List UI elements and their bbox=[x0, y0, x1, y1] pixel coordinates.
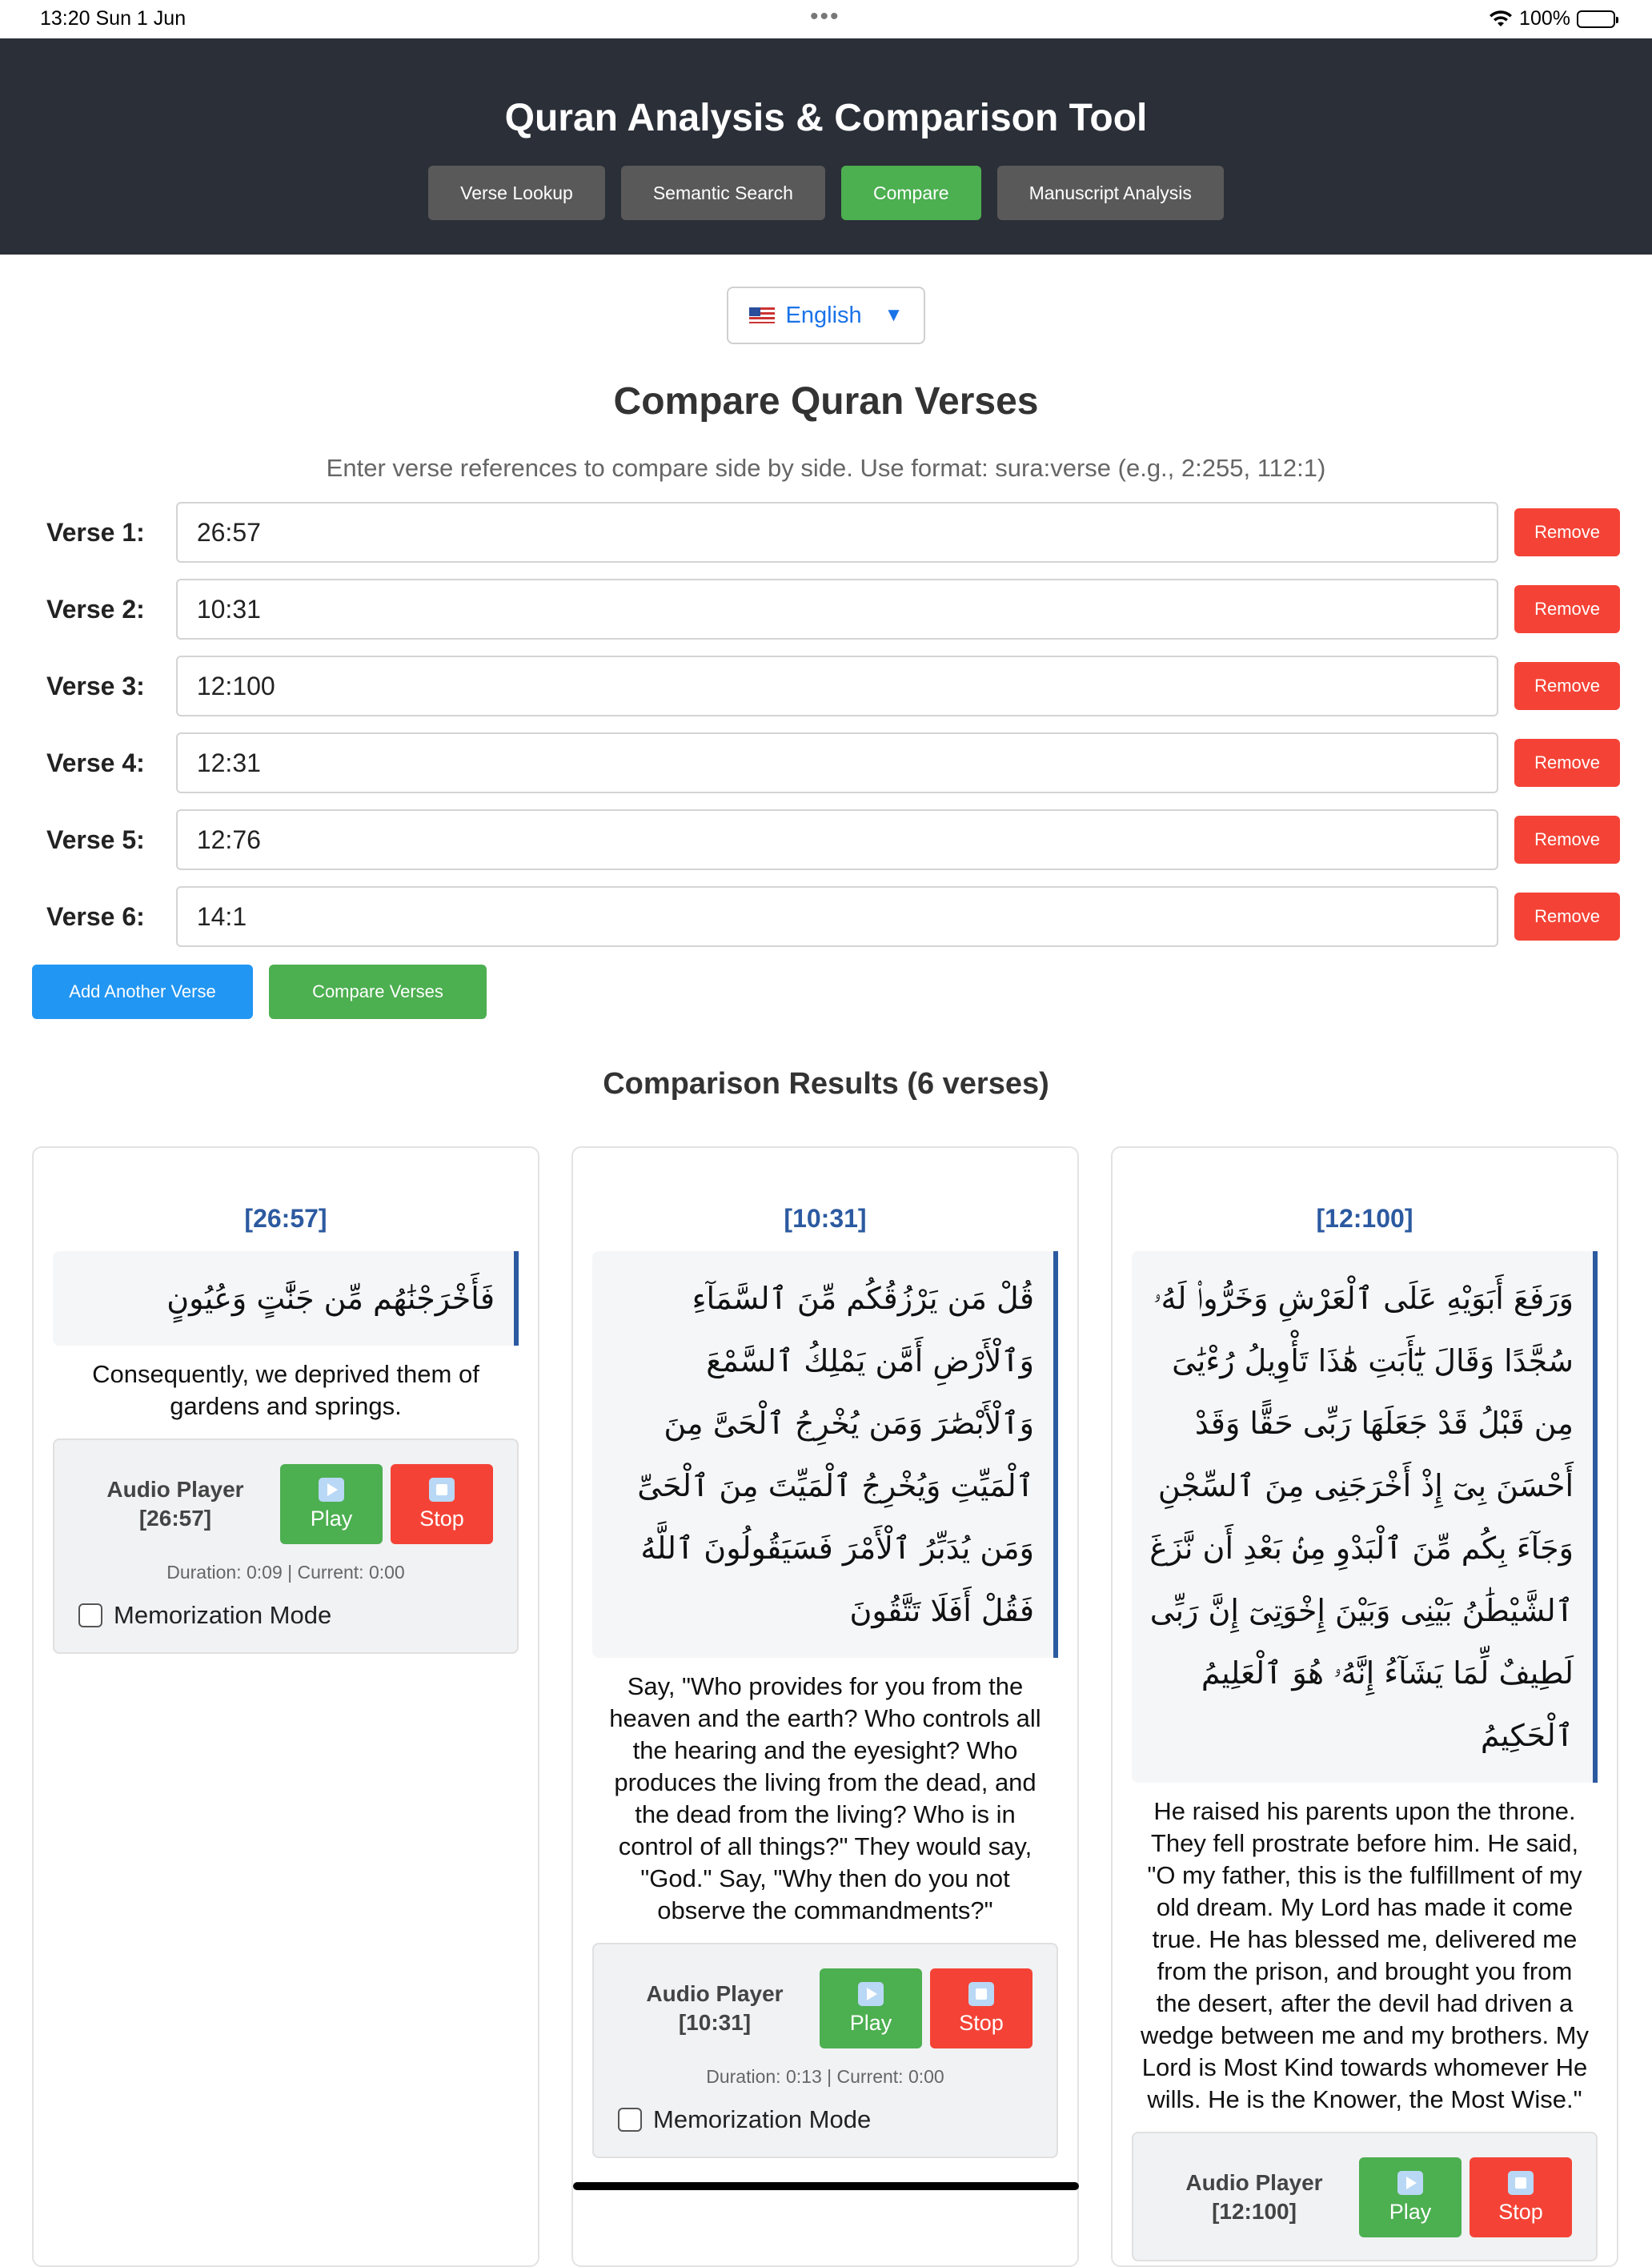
form-actions bbox=[32, 965, 1620, 1019]
verse-row bbox=[32, 724, 1620, 801]
stop-button[interactable] bbox=[930, 1968, 1032, 2048]
play-button[interactable] bbox=[1359, 2157, 1462, 2237]
verse-row bbox=[32, 571, 1620, 648]
audio-player bbox=[592, 1943, 1058, 2158]
verse-input-list bbox=[0, 494, 1652, 955]
play-button[interactable] bbox=[820, 1968, 922, 2048]
language-label: English bbox=[785, 302, 862, 328]
remove-verse-button[interactable]: Remove bbox=[1514, 739, 1620, 787]
add-verse-button[interactable]: Add Another Verse bbox=[32, 965, 253, 1019]
verse-reference: [10:31] bbox=[784, 1204, 867, 1233]
stop-icon bbox=[429, 1478, 455, 1502]
verse-label: Verse 4: bbox=[46, 748, 145, 777]
arabic-text: فَأَخْرَجْنَٰهُم مِّن جَنَّٰتٍ وَعُيُونٍ bbox=[53, 1251, 519, 1346]
verse-input[interactable]: 12:31 bbox=[176, 732, 1498, 793]
nav-semantic-search[interactable]: Semantic Search bbox=[621, 166, 825, 220]
home-indicator[interactable] bbox=[573, 2182, 1079, 2190]
audio-duration: Duration: 0:13 | Current: 0:00 bbox=[706, 2066, 944, 2087]
stop-label: Stop bbox=[419, 1506, 464, 1531]
wifi-icon bbox=[1489, 10, 1513, 28]
remove-verse-button[interactable]: Remove bbox=[1514, 508, 1620, 556]
stop-label: Stop bbox=[1498, 2199, 1543, 2224]
verse-input[interactable]: 14:1 bbox=[176, 886, 1498, 947]
verse-row bbox=[32, 648, 1620, 724]
status-time: 13:20 Sun 1 Jun bbox=[40, 7, 186, 30]
verse-label: Verse 5: bbox=[46, 825, 145, 854]
play-button[interactable] bbox=[280, 1464, 383, 1544]
translation-text: He raised his parents upon the throne. They fell prostrate before him. He said, "O my father, this is the fulfillment of my old dream. My Lord has made it come true. He has blessed me, delivered me from the prison, and brought you from the desert, after the devil had driven a wedge between me and my brothers. My Lord is Most Kind towards whomever He wills. He is the Knower, the Most Wise." bbox=[1141, 1797, 1589, 2113]
remove-verse-button[interactable]: Remove bbox=[1514, 662, 1620, 710]
play-label: Play bbox=[310, 1506, 353, 1531]
verse-card bbox=[32, 1146, 539, 2267]
memorization-label: Memorization Mode bbox=[653, 2105, 872, 2133]
play-icon bbox=[319, 1478, 344, 1502]
arabic-text: قُلْ مَن يَرْزُقُكُم مِّنَ ٱلسَّمَآءِ وَٱلْأَرْضِ أَمَّن يَمْلِكُ ٱلسَّمْعَ وَٱلْأَبْصَٰرَ وَمَن يُخْرِجُ ٱلْحَىَّ مِنَ ٱلْمَيِّتِ وَيُخْرِجُ ٱلْمَيِّتَ مِنَ ٱلْحَىِّ وَمَن يُدَبِّرُ ٱلْأَمْرَ فَسَيَقُولُونَ ٱللَّهُ فَقُلْ أَفَلَا تَتَّقُونَ bbox=[592, 1251, 1058, 1658]
verse-row bbox=[32, 878, 1620, 955]
stop-button[interactable] bbox=[1470, 2157, 1572, 2237]
multitasking-dots-icon[interactable]: ••• bbox=[810, 3, 840, 30]
verse-label: Verse 2: bbox=[46, 594, 145, 624]
page-title: Compare Quran Verses bbox=[613, 380, 1039, 423]
play-icon bbox=[858, 1982, 884, 2006]
verse-reference: [26:57] bbox=[244, 1204, 327, 1233]
battery-icon bbox=[1577, 10, 1615, 28]
audio-player bbox=[1132, 2132, 1598, 2261]
results-title: Comparison Results (6 verses) bbox=[603, 1067, 1049, 1101]
translation-text: Consequently, we deprived them of gardens and springs. bbox=[92, 1360, 479, 1420]
play-icon bbox=[1397, 2171, 1423, 2195]
verse-row bbox=[32, 494, 1620, 571]
verse-reference: [12:100] bbox=[1316, 1204, 1413, 1233]
remove-verse-button[interactable]: Remove bbox=[1514, 893, 1620, 941]
page-subtitle: Enter verse references to compare side by side. Use format: sura:verse (e.g., 2:255, 112:1) bbox=[326, 454, 1326, 482]
app-header bbox=[0, 38, 1652, 255]
audio-duration: Duration: 0:09 | Current: 0:00 bbox=[166, 1562, 405, 1583]
verse-label: Verse 3: bbox=[46, 671, 145, 700]
memorization-label: Memorization Mode bbox=[114, 1601, 332, 1629]
verse-row bbox=[32, 801, 1620, 878]
verse-card bbox=[571, 1146, 1079, 2267]
play-label: Play bbox=[1389, 2199, 1432, 2224]
main-nav bbox=[0, 166, 1652, 220]
memorization-checkbox[interactable] bbox=[78, 1603, 102, 1627]
verse-label: Verse 1: bbox=[46, 517, 145, 547]
verse-input[interactable]: 26:57 bbox=[176, 502, 1498, 563]
app-title: Quran Analysis & Comparison Tool bbox=[504, 97, 1148, 139]
remove-verse-button[interactable]: Remove bbox=[1514, 585, 1620, 633]
memorization-toggle[interactable] bbox=[618, 2105, 1032, 2134]
nav-compare[interactable]: Compare bbox=[841, 166, 981, 220]
verse-input[interactable]: 12:100 bbox=[176, 656, 1498, 716]
arabic-text: وَرَفَعَ أَبَوَيْهِ عَلَى ٱلْعَرْشِ وَخَرُّوا۟ لَهُۥ سُجَّدًا وَقَالَ يَٰٓأَبَتِ هَٰذَا تَأْوِيلُ رُءْيَٰىَ مِن قَبْلُ قَدْ جَعَلَهَا رَبِّى حَقًّا وَقَدْ أَحْسَنَ بِىٓ إِذْ أَخْرَجَنِى مِنَ ٱلسِّجْنِ وَجَآءَ بِكُم مِّنَ ٱلْبَدْوِ مِنۢ بَعْدِ أَن نَّزَغَ ٱلشَّيْطَٰنُ بَيْنِى وَبَيْنَ إِخْوَتِىٓ إِنَّ رَبِّى لَطِيفٌ لِّمَا يَشَآءُ إِنَّهُۥ هُوَ ٱلْعَلِيمُ ٱلْحَكِيمُ bbox=[1132, 1251, 1598, 1783]
verse-input[interactable]: 10:31 bbox=[176, 579, 1498, 640]
chevron-down-icon: ▼ bbox=[884, 304, 904, 326]
audio-player-label: Audio Player [12:100] bbox=[1185, 2170, 1323, 2224]
battery-percent: 100% bbox=[1519, 7, 1570, 30]
status-right bbox=[1489, 7, 1615, 30]
play-label: Play bbox=[849, 2010, 892, 2035]
verse-input[interactable]: 12:76 bbox=[176, 809, 1498, 870]
memorization-checkbox[interactable] bbox=[618, 2108, 642, 2132]
verse-label: Verse 6: bbox=[46, 901, 145, 931]
verse-card bbox=[1111, 1146, 1618, 2267]
language-select[interactable] bbox=[727, 287, 926, 344]
stop-icon bbox=[1508, 2171, 1534, 2195]
audio-player-label: Audio Player [26:57] bbox=[106, 1477, 244, 1531]
memorization-toggle[interactable] bbox=[78, 1601, 493, 1630]
stop-icon bbox=[968, 1982, 994, 2006]
status-bar bbox=[0, 0, 1652, 38]
nav-manuscript-analysis[interactable]: Manuscript Analysis bbox=[997, 166, 1224, 220]
stop-button[interactable] bbox=[391, 1464, 493, 1544]
nav-verse-lookup[interactable]: Verse Lookup bbox=[428, 166, 605, 220]
remove-verse-button[interactable]: Remove bbox=[1514, 816, 1620, 864]
us-flag-icon bbox=[749, 307, 775, 323]
stop-label: Stop bbox=[959, 2010, 1004, 2035]
translation-text: Say, "Who provides for you from the heaven and the earth? Who controls all the hearing and the eyesight? Who produces the living from the dead, and the dead from the living? Who is in control of all things?" They would say, "God." Say, "Why then do you not observe the commandments?" bbox=[609, 1672, 1041, 1924]
results-grid bbox=[32, 1146, 1620, 2267]
compare-verses-button[interactable]: Compare Verses bbox=[269, 965, 487, 1019]
audio-player bbox=[53, 1438, 519, 1654]
audio-player-label: Audio Player [10:31] bbox=[646, 1981, 784, 2035]
